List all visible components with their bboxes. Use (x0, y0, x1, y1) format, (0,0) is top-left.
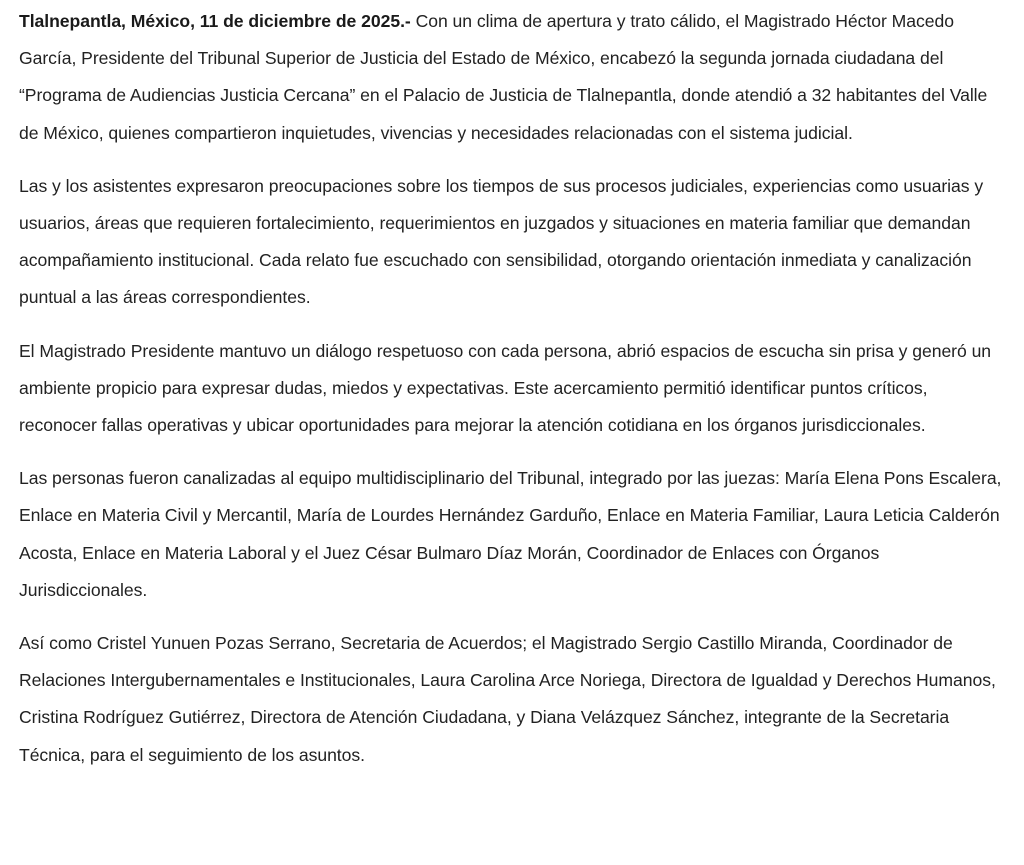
article-paragraph-3: El Magistrado Presidente mantuvo un diálogo respetuoso con cada persona, abrió espacios de escucha sin prisa y generó un ambiente propicio para expresar dudas, miedos y expectativas. Este acercamiento permitió identificar puntos críticos, reconocer fallas operativas y ubicar oportunidades para mejorar la atención cotidiana en los órganos jurisdiccionales. (19, 340, 992, 436)
article-paragraph-1 (19, 3, 1008, 152)
article-dateline: Tlalnepantla, México, 11 de diciembre de 2025.- (19, 11, 411, 31)
article-paragraph-2: Las y los asistentes expresaron preocupaciones sobre los tiempos de sus procesos judiciales, experiencias como usuarias y usuarios, áreas que requieren fortalecimiento, requerimientos en juzgados y situaciones en materia familiar que demandan acompañamiento institucional. Cada relato fue escuchado con sensibilidad, otorgando orientación inmediata y canalización puntual a las áreas correspondientes. (19, 175, 984, 308)
article-paragraph-5: Así como Cristel Yunuen Pozas Serrano, Secretaria de Acuerdos; el Magistrado Sergio Castillo Miranda, Coordinador de Relaciones Intergubernamentales e Institucionales, Laura Carolina Arce Noriega, Directora de Igualdad y Derechos Humanos, Cristina Rodríguez Gutiérrez, Directora de Atención Ciudadana, y Diana Velázquez Sánchez, integrante de la Secretaria Técnica, para el seguimiento de los asuntos. (19, 633, 996, 765)
article-paragraph-4: Las personas fueron canalizadas al equipo multidisciplinario del Tribunal, integrado por las juezas: María Elena Pons Escalera, Enlace en Materia Civil y Mercantil, María de Lourdes Hernández Garduño, Enlace en Materia Familiar, Laura Leticia Calderón Acosta, Enlace en Materia Laboral y el Juez César Bulmaro Díaz Morán, Coordinador de Enlaces con Órganos Jurisdiccionales. (19, 468, 1002, 600)
article-paragraph-1-text: Con un clima de apertura y trato cálido, el Magistrado Héctor Macedo García, Presidente del Tribunal Superior de Justicia del Estado de México, encabezó la segunda jornada ciudadana del “Programa de Audiencias Justicia Cercana” en el Palacio de Justicia de Tlalnepantla, donde atendió a 32 habitantes del Valle de México, quienes compartieron inquietudes, vivencias y necesidades relacionadas con el sistema judicial. (19, 11, 988, 143)
